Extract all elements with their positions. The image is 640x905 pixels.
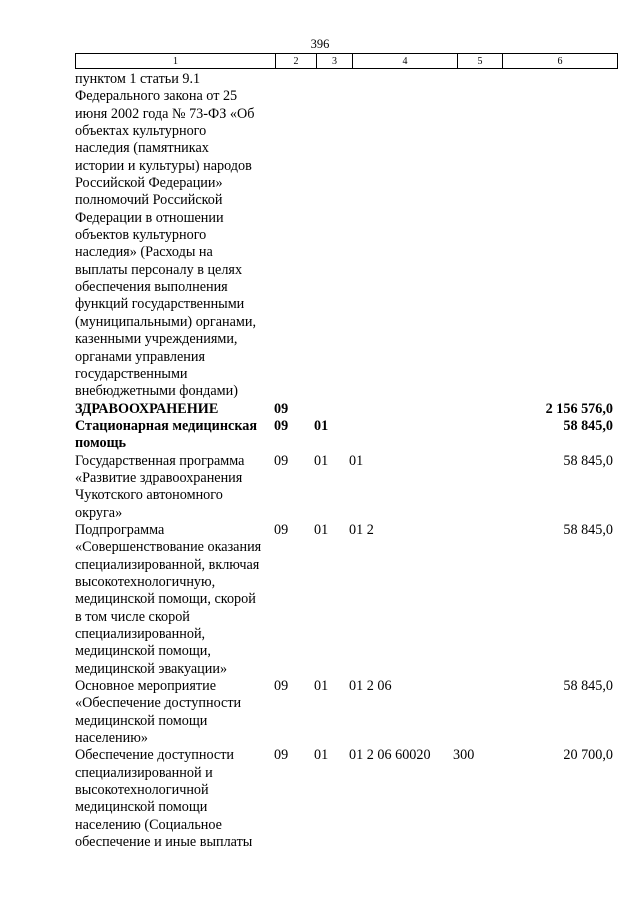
row-name-line: объектах культурного — [75, 123, 207, 140]
row-podrazdel: 01 — [314, 678, 329, 695]
row-podrazdel: 01 — [314, 452, 329, 469]
row-name-line: помощь — [75, 435, 127, 452]
header-col-5: 5 — [458, 54, 503, 68]
row-razdel: 09 — [274, 747, 289, 764]
row-name-line: объектов культурного — [75, 227, 207, 244]
row-name-line: Обеспечение доступности — [75, 747, 235, 764]
row-name-line: медицинской помощи — [75, 799, 208, 816]
row-name-line: пунктом 1 статьи 9.1 — [75, 71, 201, 87]
row-name-line: полномочий Российской — [75, 192, 223, 209]
row-name-line: Федерации в отношении — [75, 209, 224, 226]
row-podrazdel: 01 — [314, 417, 329, 434]
row-name-line: Подпрограмма — [75, 521, 165, 538]
table-row — [75, 418, 613, 453]
row-name-line: внебюджетными фондами) — [75, 383, 238, 400]
row-name-line: государственными — [75, 365, 188, 382]
row-name-line: специализированной, включая — [75, 556, 260, 573]
row-expense-type: 300 — [453, 747, 475, 764]
row-name-line: специализированной и — [75, 764, 213, 781]
row-razdel: 09 — [274, 417, 289, 434]
table-row — [75, 522, 613, 678]
row-name-line: функций государственными — [75, 296, 245, 313]
row-name-line: органами управления — [75, 348, 205, 365]
table-row — [75, 401, 613, 418]
row-name-line: Чукотского автономного — [75, 487, 223, 504]
row-name-line: специализированной, — [75, 626, 206, 642]
row-name-line: «Обеспечение доступности — [75, 695, 242, 712]
row-name — [75, 747, 274, 851]
page-number: 396 — [310, 37, 330, 51]
row-name-line: высокотехнологичную, — [75, 573, 216, 590]
row-name-line: истории и культуры) народов — [75, 157, 252, 174]
row-razdel: 09 — [274, 521, 289, 538]
row-target-article: 01 2 06 — [349, 678, 392, 695]
row-name-line: Государственная программа — [75, 452, 245, 469]
row-name-line: медицинской помощи — [75, 712, 208, 729]
row-name — [75, 401, 274, 418]
row-name — [75, 71, 274, 401]
row-razdel: 09 — [274, 400, 289, 417]
row-name-line: обеспечение и иные выплаты — [75, 834, 253, 851]
row-target-article: 01 2 — [349, 521, 374, 538]
row-name-line: июня 2002 года № 73-ФЗ «Об — [75, 105, 255, 122]
row-name-line: медицинской помощи, — [75, 643, 211, 660]
row-name-line: населению» — [75, 730, 148, 747]
table-row — [75, 747, 613, 851]
row-sum: 2 156 576,0 — [545, 400, 613, 417]
row-podrazdel: 01 — [314, 521, 329, 538]
header-col-2: 2 — [276, 54, 317, 68]
row-sum: 58 845,0 — [563, 452, 613, 469]
row-name-line: выплаты персоналу в целях — [75, 261, 243, 278]
header-col-6: 6 — [557, 56, 563, 67]
table-row — [75, 453, 613, 522]
row-name-line: казенными учреждениями, — [75, 331, 238, 348]
row-name-line: Основное мероприятие — [75, 678, 216, 695]
header-col-4: 4 — [353, 54, 458, 68]
row-name-line: округа» — [75, 504, 123, 521]
row-name-line: Федерального закона от 25 — [75, 88, 238, 105]
row-sum: 58 845,0 — [563, 417, 613, 434]
row-sum: 58 845,0 — [563, 521, 613, 538]
row-razdel: 09 — [274, 678, 289, 695]
row-name-line: Российской Федерации» — [75, 175, 223, 192]
row-name-line: обеспечения выполнения — [75, 279, 228, 296]
row-name-line: медицинской эвакуации» — [75, 660, 228, 677]
row-name-line: «Совершенствование оказания — [75, 539, 262, 556]
row-name-line: медицинской помощи, скорой — [75, 591, 256, 608]
row-name-line: Стационарная медицинская — [75, 417, 258, 434]
row-name-line: в том числе скорой — [75, 608, 190, 625]
row-target-article: 01 2 06 60020 — [349, 747, 431, 764]
row-name-line: (муниципальными) органами, — [75, 313, 257, 330]
table-body — [75, 71, 613, 851]
row-name-line: «Развитие здравоохранения — [75, 469, 243, 486]
header-col-1: 1 — [76, 54, 276, 68]
row-sum: 20 700,0 — [563, 747, 613, 764]
row-sum: 58 845,0 — [563, 678, 613, 695]
row-name — [75, 453, 274, 522]
row-target-article: 01 — [349, 452, 364, 469]
row-name-line: населению (Социальное — [75, 816, 222, 833]
row-name — [75, 418, 274, 453]
header-col-3: 3 — [317, 54, 353, 68]
row-razdel: 09 — [274, 452, 289, 469]
table-row — [75, 678, 613, 747]
row-name-line: наследия» (Расходы на — [75, 244, 213, 261]
row-name — [75, 522, 274, 678]
table-header — [75, 53, 618, 69]
row-name — [75, 678, 274, 747]
row-name-line: наследия (памятниках — [75, 140, 209, 157]
row-name-line: ЗДРАВООХРАНЕНИЕ — [75, 400, 219, 417]
row-podrazdel: 01 — [314, 747, 329, 764]
table-row — [75, 71, 613, 401]
row-name-line: высокотехнологичной — [75, 782, 209, 799]
